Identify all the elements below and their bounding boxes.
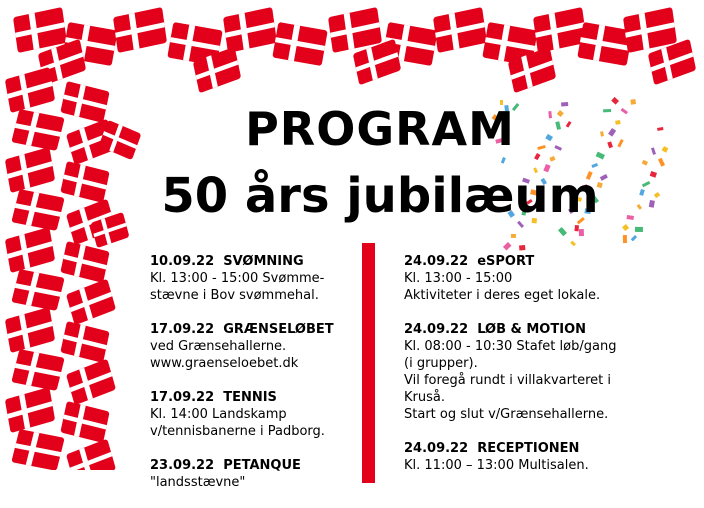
- danish-flag: [11, 109, 64, 151]
- danish-flag: [11, 269, 64, 311]
- danish-flag: [533, 7, 587, 53]
- event-detail: Kl. 13:00 - 15:00: [404, 271, 513, 286]
- program-event: [150, 457, 355, 491]
- event-detail: ved Grænsehallerne.: [150, 339, 287, 354]
- event-detail: v/tennisbanerne i Padborg.: [150, 424, 325, 439]
- event-detail: stævne i Bov svømmehal.: [150, 288, 319, 303]
- event-heading: 24.09.22 RECEPTIONEN: [404, 441, 580, 456]
- danish-flag: [66, 439, 116, 470]
- event-detail: Vil foregå rundt i villakvarteret i: [404, 373, 611, 388]
- event-detail: Kl. 11:00 – 13:00 Multisalen.: [404, 458, 589, 473]
- danish-flag: [328, 7, 382, 53]
- page-title: PROGRAM: [245, 102, 515, 156]
- program-right-column: [404, 253, 644, 491]
- danish-flag: [13, 7, 67, 53]
- danish-flag: [11, 349, 64, 391]
- danish-flag: [272, 22, 327, 66]
- danish-flag: [60, 161, 109, 203]
- danish-flag: [60, 401, 109, 443]
- column-divider: [362, 243, 375, 483]
- event-detail: Kl. 14:00 Landskamp: [150, 407, 287, 422]
- danish-flag: [11, 189, 64, 231]
- program-event: [150, 321, 355, 372]
- event-detail: Kl. 13:00 - 15:00 Svømme-: [150, 271, 325, 286]
- program-event: [150, 389, 355, 440]
- event-detail: Kruså.: [404, 390, 445, 405]
- program-event: [404, 440, 644, 474]
- danish-flag: [433, 7, 487, 53]
- danish-flag: [577, 22, 632, 66]
- event-detail: Aktiviteter i deres eget lokale.: [404, 288, 601, 303]
- event-heading: 23.09.22 PETANQUE: [150, 458, 301, 473]
- danish-flag: [5, 147, 55, 193]
- event-detail: "landsstævne": [150, 475, 246, 490]
- event-detail: Start og slut v/Grænsehallerne.: [404, 407, 609, 422]
- event-heading: 10.09.22 SVØMNING: [150, 254, 304, 269]
- danish-flag: [5, 387, 55, 433]
- danish-flag: [5, 67, 55, 113]
- danish-flag: [623, 7, 677, 53]
- danish-flag: [5, 227, 55, 273]
- danish-flag: [223, 7, 277, 53]
- event-heading: 24.09.22 eSPORT: [404, 254, 535, 269]
- program-event: [404, 321, 644, 423]
- event-detail: Kl. 08:00 - 10:30 Stafet løb/gang: [404, 339, 617, 354]
- danish-flag: [60, 321, 109, 363]
- event-heading: 17.09.22 TENNIS: [150, 390, 277, 405]
- page-subtitle: 50 års jubilæum: [161, 168, 599, 224]
- program-event: [150, 253, 355, 304]
- danish-flag: [66, 279, 116, 326]
- danish-flag: [60, 81, 109, 123]
- event-heading: 17.09.22 GRÆNSELØBET: [150, 322, 334, 337]
- event-detail: www.graenseloebet.dk: [150, 356, 299, 371]
- program-event: [404, 253, 644, 304]
- danish-flag: [5, 307, 55, 353]
- event-heading: 24.09.22 LØB & MOTION: [404, 322, 586, 337]
- danish-flag: [66, 359, 116, 406]
- danish-flag: [60, 241, 109, 283]
- event-detail: (i grupper).: [404, 356, 478, 371]
- danish-flag: [11, 429, 64, 470]
- danish-flag: [113, 7, 167, 53]
